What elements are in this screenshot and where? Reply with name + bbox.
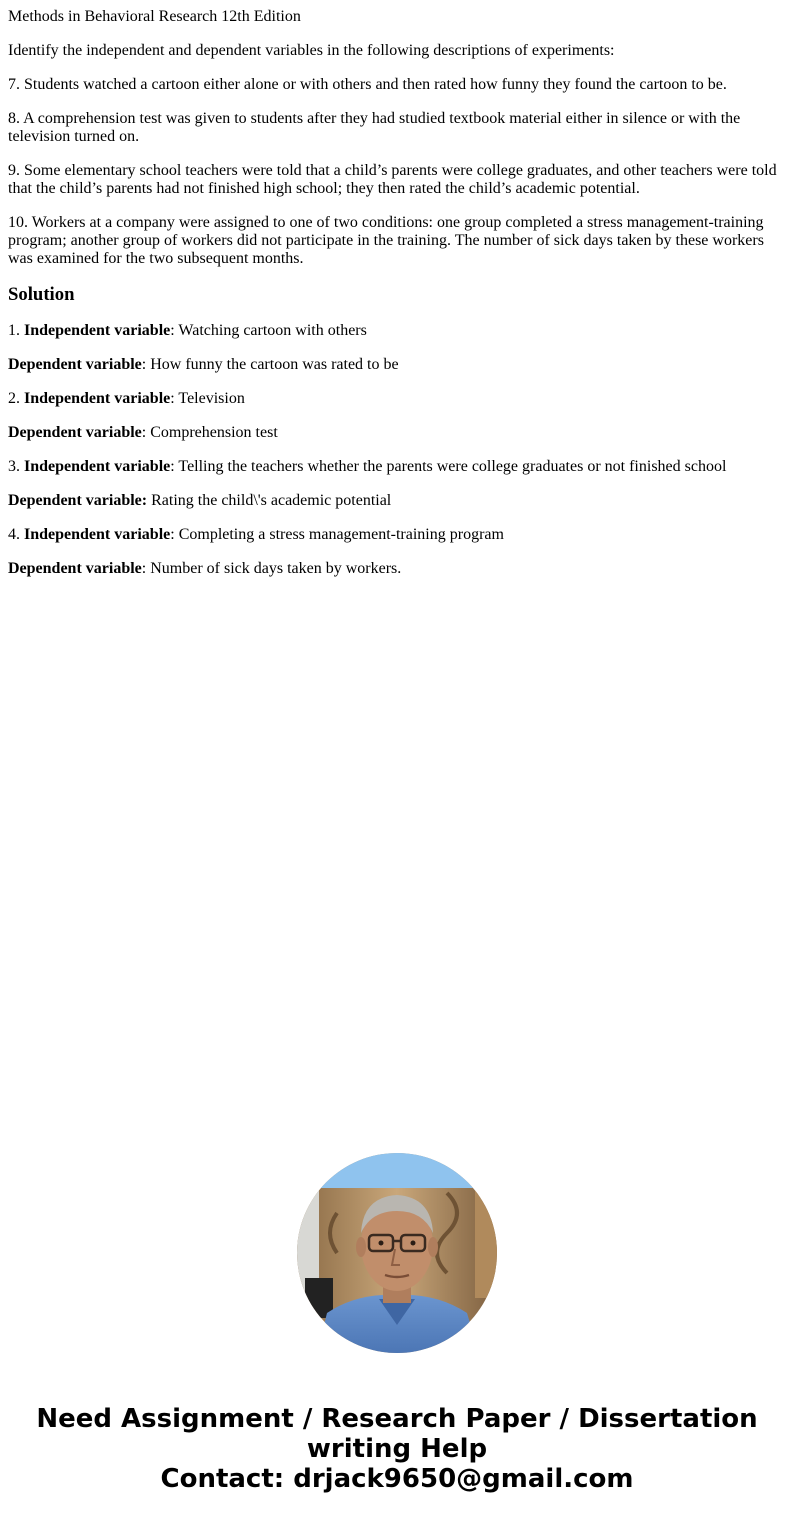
document-body xyxy=(0,0,794,578)
answer-1-dependent xyxy=(8,356,786,374)
author-photo-icon xyxy=(297,1153,497,1353)
dependent-variable-label: Dependent variable: xyxy=(8,492,148,509)
independent-variable-text: : Television xyxy=(170,390,245,407)
dependent-variable-label: Dependent variable xyxy=(8,356,142,373)
answer-4-independent xyxy=(8,526,786,544)
independent-variable-label: Independent variable xyxy=(24,526,171,543)
dependent-variable-label: Dependent variable xyxy=(8,424,142,441)
answer-number: 1. xyxy=(8,322,24,339)
instruction-text: Identify the independent and dependent variables in the following descriptions of experiments: xyxy=(8,42,615,59)
author-avatar xyxy=(297,1153,497,1353)
answer-number: 2. xyxy=(8,390,24,407)
answer-number: 4. xyxy=(8,526,24,543)
question-9: 9. Some elementary school teachers were told that a child’s parents were college graduates, and other teachers were told that the child’s parents had not finished high school; they then rated the child’s academic potential. xyxy=(8,162,777,197)
answer-2-independent xyxy=(8,390,786,408)
answer-3-dependent xyxy=(8,492,786,510)
dependent-variable-label: Dependent variable xyxy=(8,560,142,577)
independent-variable-text: : Completing a stress management-training program xyxy=(170,526,504,543)
independent-variable-label: Independent variable xyxy=(24,390,171,407)
answer-1-independent xyxy=(8,322,786,340)
answer-3-independent xyxy=(8,458,786,476)
question-7: 7. Students watched a cartoon either alone or with others and then rated how funny they found the cartoon to be. xyxy=(8,76,727,93)
answer-4-dependent xyxy=(8,560,786,578)
independent-variable-label: Independent variable xyxy=(24,322,171,339)
dependent-variable-text: : Comprehension test xyxy=(141,424,278,441)
independent-variable-label: Independent variable xyxy=(24,458,171,475)
document-title: Methods in Behavioral Research 12th Edition xyxy=(8,8,301,25)
dependent-variable-text: : How funny the cartoon was rated to be xyxy=(141,356,399,373)
dependent-variable-text: : Number of sick days taken by workers. xyxy=(141,560,402,577)
independent-variable-text: : Telling the teachers whether the parents were college graduates or not finished school xyxy=(170,458,727,475)
promo-line-2: writing Help xyxy=(306,1434,488,1464)
promo-line-1: Need Assignment / Research Paper / Dissertation xyxy=(36,1404,758,1434)
answer-number: 3. xyxy=(8,458,24,475)
answer-2-dependent xyxy=(8,424,786,442)
independent-variable-text: : Watching cartoon with others xyxy=(170,322,367,339)
question-10: 10. Workers at a company were assigned to one of two conditions: one group completed a stress management-training program; another group of workers did not participate in the training. The number of sick days taken by these workers was examined for the two subsequent months. xyxy=(8,214,764,267)
promo-contact-text xyxy=(0,1404,794,1494)
promo-avatar-block xyxy=(0,1153,794,1353)
dependent-variable-text: Rating the child\'s academic potential xyxy=(147,492,392,509)
promo-contact-email: Contact: drjack9650@gmail.com xyxy=(160,1464,634,1494)
question-8: 8. A comprehension test was given to students after they had studied textbook material either in silence or with the television turned on. xyxy=(8,110,741,145)
solution-heading: Solution xyxy=(8,284,75,305)
